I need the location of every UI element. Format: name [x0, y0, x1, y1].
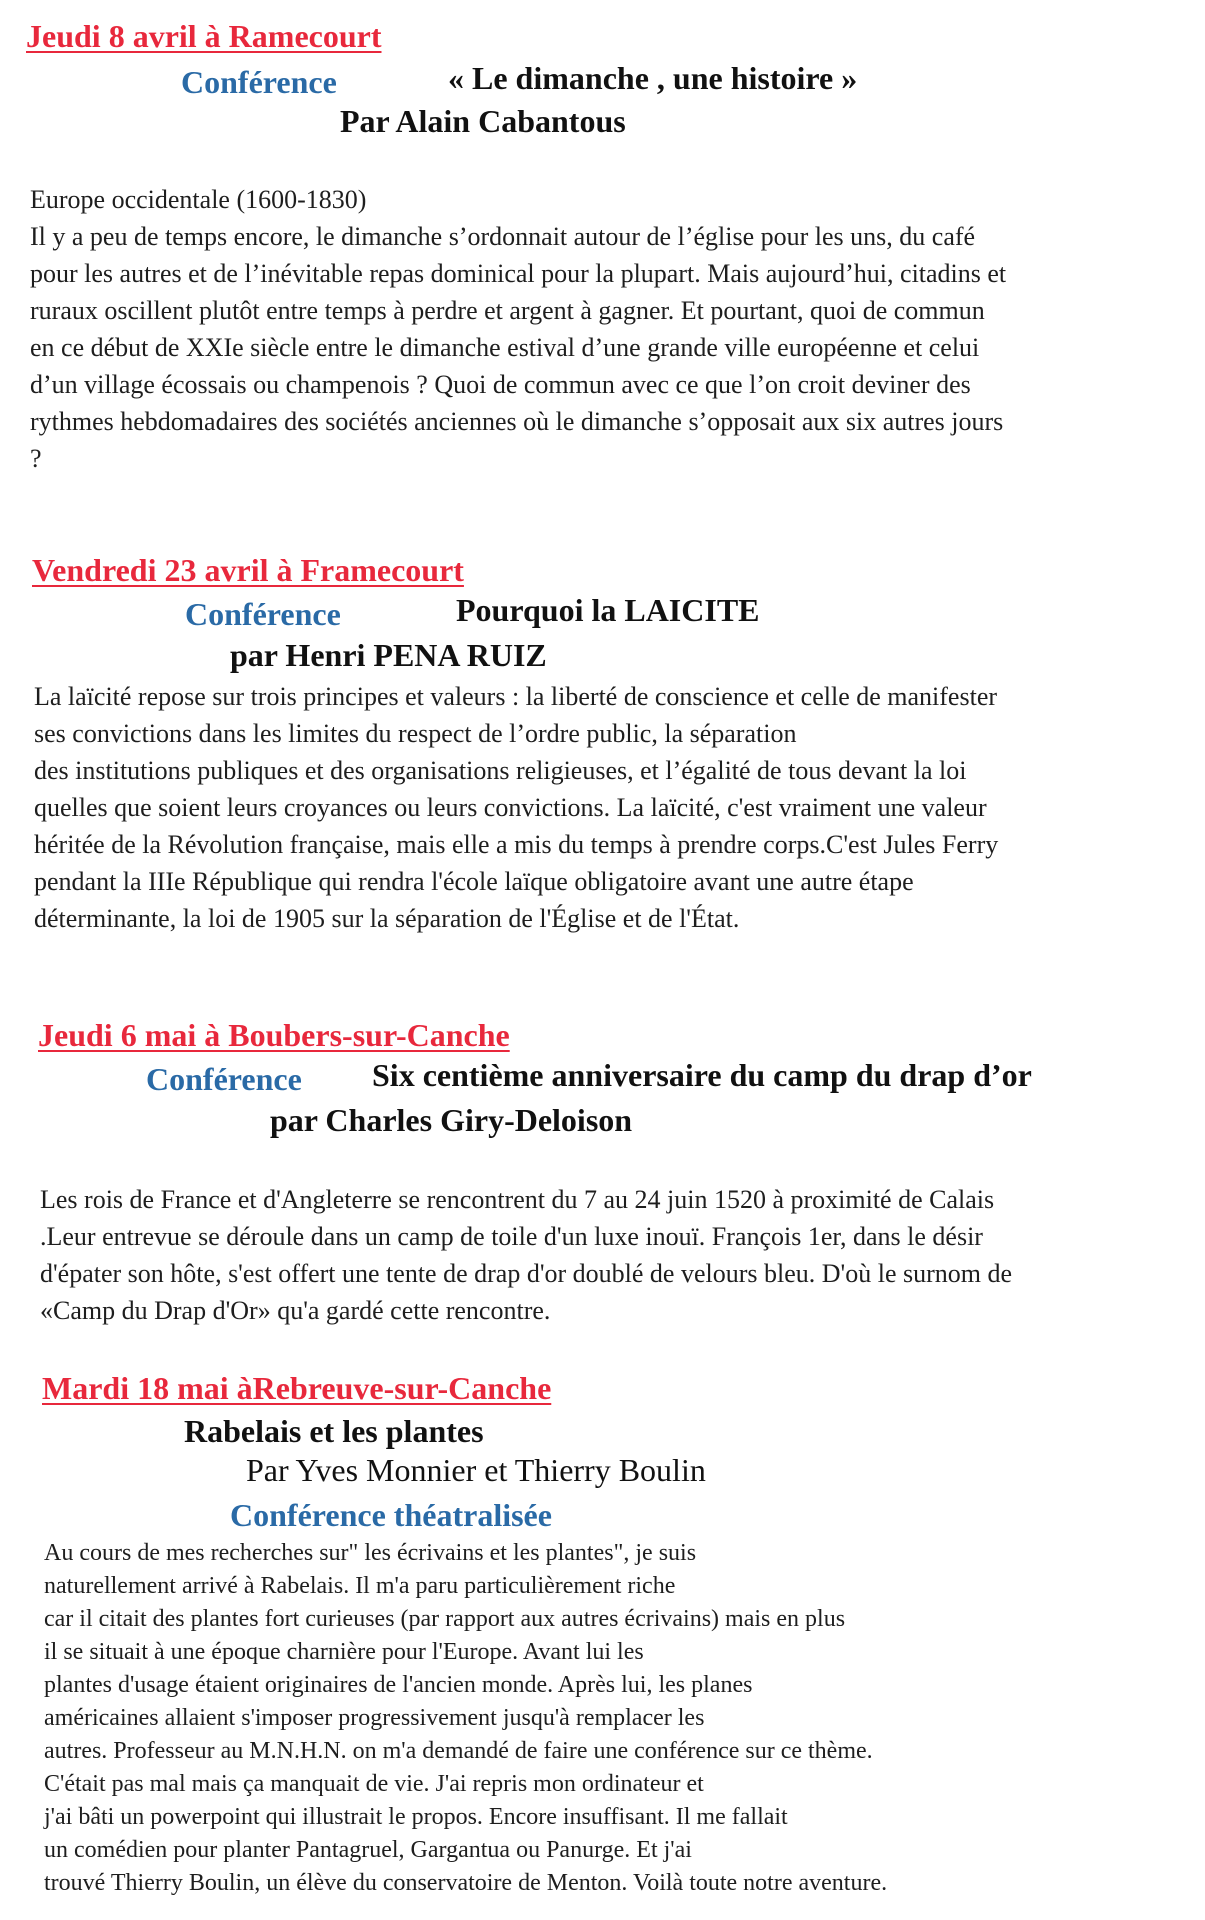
event-4-line: il se situait à une époque charnière pour l'Europe. Avant lui les [44, 1639, 644, 1665]
event-2-line: déterminante, la loi de 1905 sur la séparation de l'Église et de l'État. [34, 904, 740, 933]
event-2-line: La laïcité repose sur trois principes et valeurs : la liberté de conscience et celle de manifester [34, 682, 998, 711]
event-4-line: autres. Professeur au M.N.H.N. on m'a demandé de faire une conférence sur ce thème. [44, 1738, 873, 1764]
event-3-line: d'épater son hôte, s'est offert une tente de drap d'or doublé de velours bleu. D'où le surnom de [40, 1259, 1013, 1288]
event-2-title: Pourquoi la LAICITE [456, 592, 760, 628]
event-1-line: d’un village écossais ou champenois ? Quoi de commun avec ce que l’on croit deviner des [30, 370, 971, 399]
event-4-speaker: Par Yves Monnier et Thierry Boulin [246, 1452, 706, 1488]
event-4-line: américaines allaient s'imposer progressivement jusqu'à remplacer les [44, 1705, 705, 1731]
event-4-line: naturellement arrivé à Rabelais. Il m'a paru particulièrement riche [44, 1573, 676, 1599]
event-4-description [44, 1537, 887, 1900]
event-1-line: ? [30, 444, 42, 473]
event-2-line: héritée de la Révolution française, mais elle a mis du temps à prendre corps.C'est Jules Ferry [34, 830, 999, 859]
event-3-line: Les rois de France et d'Angleterre se rencontrent du 7 au 24 juin 1520 à proximité de Calais [40, 1185, 995, 1214]
event-2-line: ses convictions dans les limites du respect de l’ordre public, la séparation [34, 719, 797, 748]
event-1-speaker: Par Alain Cabantous [340, 103, 626, 139]
event-4-title: Rabelais et les plantes [184, 1413, 484, 1449]
event-4-line: car il citait des plantes fort curieuses (par rapport aux autres écrivains) mais en plus [44, 1606, 846, 1632]
event-2-line: quelles que soient leurs croyances ou leurs convictions. La laïcité, c'est vraiment une valeur [34, 793, 987, 822]
event-4-line: j'ai bâti un powerpoint qui illustrait le propos. Encore insuffisant. Il me fallait [44, 1804, 788, 1830]
event-1-line: ruraux oscillent plutôt entre temps à perdre et argent à gagner. Et pourtant, quoi de commun [30, 296, 985, 325]
event-2-line: des institutions publiques et des organisations religieuses, et l’égalité de tous devant la loi [34, 756, 967, 785]
event-3-title: Six centième anniversaire du camp du drap d’or [372, 1057, 1032, 1093]
event-1-date: Jeudi 8 avril à Ramecourt [26, 18, 382, 54]
event-1-title: « Le dimanche , une histoire » [448, 60, 858, 96]
event-2-speaker: par Henri PENA RUIZ [230, 637, 547, 673]
event-1-line: pour les autres et de l’inévitable repas dominical pour la plupart. Mais aujourd’hui, citadins et [30, 259, 1007, 288]
event-3-type: Conférence [146, 1061, 302, 1097]
event-2-description [34, 678, 998, 937]
event-4-line: plantes d'usage étaient originaires de l'ancien monde. Après lui, les planes [44, 1672, 753, 1698]
event-4-line: trouvé Thierry Boulin, un élève du conservatoire de Menton. Voilà toute notre aventure. [44, 1870, 888, 1896]
event-4-line: C'était pas mal mais ça manquait de vie. J'ai repris mon ordinateur et [44, 1771, 704, 1797]
event-4-line: un comédien pour planter Pantagruel, Gargantua ou Panurge. Et j'ai [44, 1837, 692, 1863]
event-1-type: Conférence [181, 64, 337, 100]
event-3-speaker: par Charles Giry-Deloison [270, 1102, 633, 1138]
event-4-line: Au cours de mes recherches sur" les écrivains et les plantes", je suis [44, 1540, 697, 1566]
event-4-date: Mardi 18 mai àRebreuve-sur-Canche [42, 1370, 552, 1406]
event-2-date: Vendredi 23 avril à Framecourt [32, 552, 464, 588]
event-3-description [40, 1181, 1012, 1329]
event-4-type: Conférence théatralisée [230, 1497, 552, 1533]
event-1-line: Europe occidentale (1600-1830) [30, 185, 367, 214]
event-3-line: «Camp du Drap d'Or» qu'a gardé cette rencontre. [40, 1296, 551, 1325]
event-1-line: rythmes hebdomadaires des sociétés anciennes où le dimanche s’opposait aux six autres jours [30, 407, 1004, 436]
event-1-line: en ce début de XXIe siècle entre le dimanche estival d’une grande ville européenne et celui [30, 333, 980, 362]
event-2-type: Conférence [185, 596, 341, 632]
event-2-line: pendant la IIIe République qui rendra l'école laïque obligatoire avant une autre étape [34, 867, 914, 896]
event-3-date: Jeudi 6 mai à Boubers-sur-Canche [38, 1017, 510, 1053]
event-3-line: .Leur entrevue se déroule dans un camp de toile d'un luxe inouï. François 1er, dans le désir [40, 1222, 983, 1251]
event-1-description [30, 181, 1006, 477]
event-1-line: Il y a peu de temps encore, le dimanche s’ordonnait autour de l’église pour les uns, du café [30, 222, 976, 251]
